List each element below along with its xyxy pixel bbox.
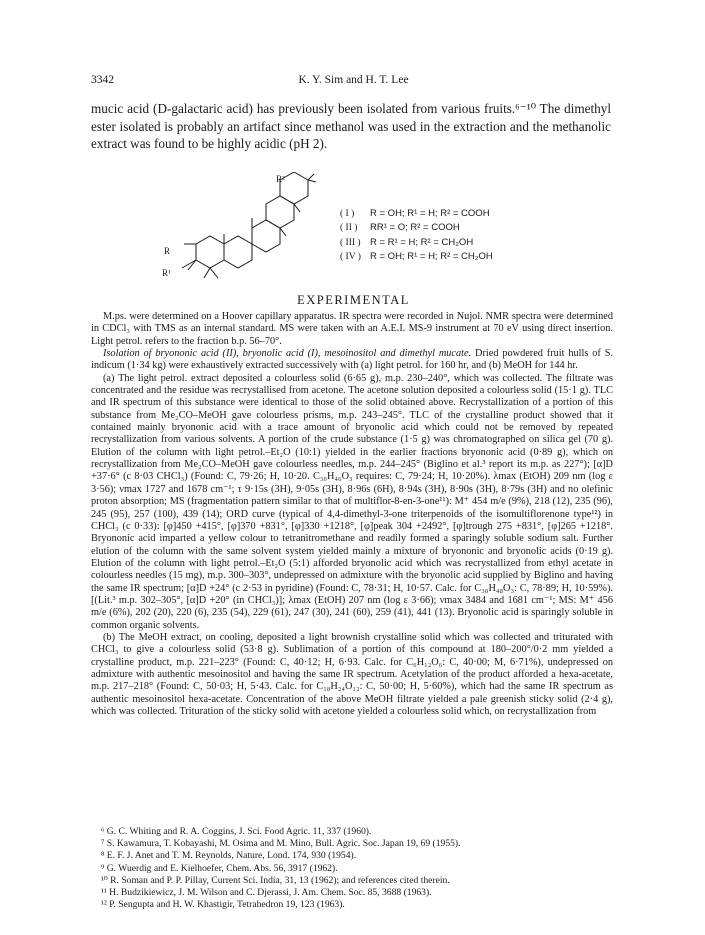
compound-substituents: R = OH; R¹ = H; R² = COOH	[370, 208, 490, 219]
meoh-extract-paragraph: (b) The MeOH extract, on cooling, deposited a light brownish crystalline solid which was collected and triturated with CHCl₃ to give a colourless solid (53·8 g). Sublimation of a portion of this compound at 180–200°/0·2 mm yielded a crystalline product, m.p. 221–223° (Found: C, 40·12; H, 6·93. Calc. for C₆H₁₂O₆: C, 40·00; M, 6·71%), undepressed on admixture with authentic mesoinositol and having the same IR spectrum. Acetylation of the product afforded a hexa-acetate, m.p. 217–218° (Found: C, 50·03; H, 5·43. Calc. for C₁₈H₂₄O₁₂: C, 50·00; H, 5·60%), which had the same IR spectrum as authentic mesoinositol hexa-acetate. Concentration of the above MeOH filtrate yielded a pale greenish sticky solid (2·4 g), which was collected. Trituration of the sticky solid with acetone yielded a colourless solid which, on recrystallization from	[91, 631, 613, 717]
r-label: R	[164, 246, 171, 256]
r1-label: R¹	[162, 268, 171, 278]
legend-row	[340, 236, 493, 250]
r2-label: R²	[276, 174, 285, 184]
reference-item: ⁸ E. F. J. Anet and T. M. Reynolds, Nature, Lond. 174, 930 (1954).	[101, 850, 357, 862]
compound-number: ( IV )	[340, 251, 361, 262]
reference-item: ⁶ G. C. Whiting and R. A. Coggins, J. Sci. Food Agric. 11, 337 (1960).	[101, 826, 372, 837]
petrol-extract-paragraph: (a) The light petrol. extract deposited a colourless solid (6·65 g), m.p. 230–240°, which was collected. The filtrate was concentrated and the residue was recrystallised from acetone. The acetone solution deposited a colourless solid (15·1 g). TLC and IR spectrum of this substance were identical to those of the solid obtained above. Recrystallization of a portion of this substance from Me₂CO–MeOH gave colourless prisms, m.p. 243–245°. TLC of the crystalline product showed that it contained mainly bryononic acid with a trace amount of bryonolic acid which could not be removed by repeated recrystallization from various solvents. A portion of the crude substance (1·5 g) was chromatographed on silica gel (70 g). Elution of the column with light petrol.–Et₂O (10:1) yielded in the earlier fractions bryononic acid (0·89 g), which on recrystallization from Me₂CO–MeOH gave colourless needles, m.p. 244–245° (Biglino et al.³ report its m.p. as 227°); [α]D +37·6° (c 8·03 CHCl₃) (Found: C, 79·26; H, 10·20. C₃₀H₄₆O₃ requires: C, 79·24; H, 10·20%). λmax (EtOH) 209 nm (log ε 3·56); νmax 1727 and 1678 cm⁻¹; τ 9·15s (3H), 9·05s (3H), 8·96s (6H), 8·94s (3H), 8·90s (3H), 8·79s (3H) and no olefinic proton absorption; MS (fragmentation pattern similar to that of multiflor-8-en-3-one¹¹): M⁺ 454 m/e (9%), 218 (12), 235 (96), 245 (95), 257 (100), 439 (14); ORD curve (typical of 4,4-dimethyl-3-one triterpenoids of the isomultiflorenone type¹²) in CHCl₃ (c 0·33): [φ]450 +415°, [φ]370 +831°, [φ]330 +1218°, [φ]peak 304 +2492°, [φ]trough 275 +831°, [φ]265 +1218°. Bryononic acid imparted a yellow colour to tetranitromethane and readily formed a sparingly soluble sodium salt. Further elution of the column with the same solvent system yielded mainly a mixture of bryononic and bryonolic acids (0·19 g). Elution of the column with light petrol.–Et₂O (5:1) afforded bryonolic acid which was recrystallized from ethyl acetate in colourless needles (15 mg), m.p. 300–303°, undepressed on admixture with the bryonolic acid supplied by Biglino and having the same IR spectrum; [α]D +24° (c 2·53 in pyridine) (Found: C, 78·31; H, 10·57. Calc. for C₃₀H₄₈O₃: C, 78·89; H, 10·59%). [(Lit.³ m.p. 302–305°, [α]D +20° (in CHCl₃)]; λmax (EtOH) 207 nm (log ε 3·66); νmax 3484 and 1681 cm⁻¹; MS: M⁺ 456 m/e (6%), 202 (20), 220 (6), 235 (54), 229 (61), 247 (30), 241 (60), 259 (41), 441 (13). Bryonolic acid is sparingly soluble in common organic solvents.	[91, 372, 613, 631]
compound-number: ( I )	[340, 209, 355, 219]
isolation-paragraph	[91, 348, 613, 373]
legend-row	[340, 221, 493, 235]
reference-item: ¹⁰ R. Soman and P. P. Pillay, Current Sci. India, 31, 13 (1962); and references cited therein.	[101, 874, 450, 886]
running-authors: K. Y. Sim and H. T. Lee	[298, 74, 409, 86]
compound-substituents: R = R¹ = H; R² = CH₂OH	[370, 236, 474, 248]
experimental-body	[91, 311, 613, 718]
running-header	[91, 74, 616, 90]
intro-text: mucic acid (D-galactaric acid) has previously been isolated from various fruits.⁶⁻¹⁰ The dimethyl ester isolated is probably an artifact since methanol was used in the extraction and the methanolic extract was found to be highly acidic (pH 2).	[91, 101, 611, 151]
legend-row	[340, 207, 493, 221]
reference-item: ⁷ S. Kawamura, T. Kobayashi, M. Osima and M. Mino, Bull. Agric. Soc. Japan 19, 69 (1955).	[101, 838, 461, 850]
compound-number: ( III )	[340, 237, 361, 248]
pentacyclic-skeleton-drawing	[160, 172, 335, 289]
reference-item: ¹¹ H. Budzikiewicz, J. M. Wilson and C. Djerassi, J. Am. Chem. Soc. 85, 3688 (1963).	[101, 887, 432, 899]
methods-paragraph: M.ps. were determined on a Hoover capillary apparatus. IR spectra were recorded in Nujol. NMR spectra were determined in CDCl₃ with TMS as an internal standard. MS were taken with an A.E.I. MS-9 instrument at 70 eV using direct insertion. Light petrol. refers to the fraction b.p. 56–70°.	[91, 311, 613, 347]
triterpene-structure-diagram	[160, 172, 335, 289]
intro-paragraph	[91, 100, 611, 153]
reference-item: ¹² P. Sengupta and H. W. Khastigir, Tetrahedron 19, 123 (1963).	[101, 899, 345, 911]
isolation-subheading: Isolation of bryononic acid (II), bryonolic acid (I), mesoinositol and dimethyl mucate.	[103, 348, 472, 360]
legend-row	[340, 250, 493, 264]
compound-substituents: R = OH; R¹ = H; R² = CH₂OH	[370, 250, 493, 262]
page-number: 3342	[91, 74, 114, 86]
compound-substituents: RR¹ = O; R² = COOH	[370, 222, 460, 234]
reference-item: ⁹ G. Wuerdig and E. Kielhoefer, Chem. Abs. 56, 3917 (1962).	[101, 862, 338, 874]
footnote-references	[91, 826, 616, 911]
compound-legend	[340, 207, 493, 264]
compound-number: ( II )	[340, 223, 358, 234]
section-heading: EXPERIMENTAL	[297, 293, 410, 307]
isolation-text: Dried powdered fruit hulls of S. indicum (1·34 kg) were exhaustively extracted successively with (a) light petrol. for 160 hr, and (b) MeOH for 144 hr.	[91, 348, 614, 372]
